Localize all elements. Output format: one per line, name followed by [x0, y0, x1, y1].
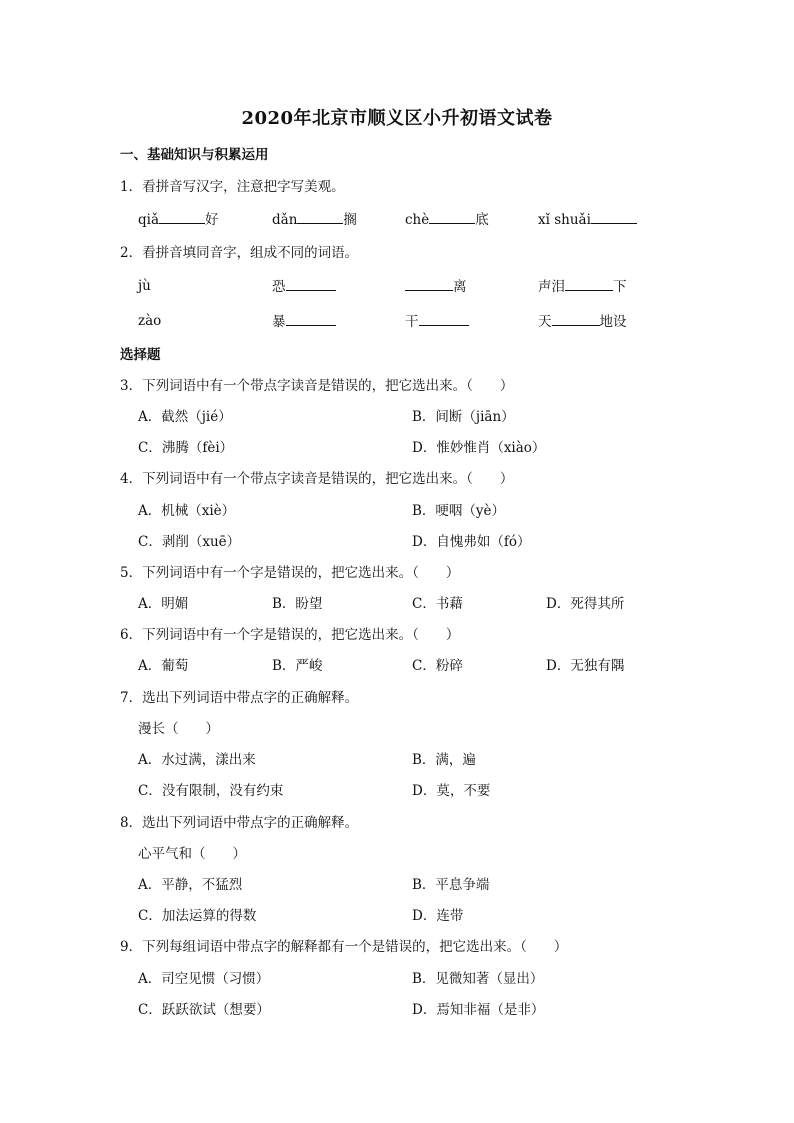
q2-char: 离: [453, 279, 467, 295]
q6-option-c[interactable]: C．粉碎: [412, 658, 463, 674]
q2-row1-item-2: [405, 277, 467, 296]
q6-option-a[interactable]: A．葡萄: [138, 658, 189, 674]
q6-option-b[interactable]: B．严峻: [272, 658, 323, 674]
q5-option-a[interactable]: A．明媚: [138, 596, 189, 612]
q9-option-b[interactable]: B．见微知著（显出）: [412, 971, 544, 987]
question-7-stem: 7．选出下列词语中带点字的正确解释。: [120, 690, 359, 706]
q2-row2-item-1: [272, 312, 336, 331]
section-heading-basics: 一、基础知识与积累运用: [120, 147, 269, 163]
q5-option-b[interactable]: B．盼望: [272, 596, 323, 612]
q2-char: 声泪: [538, 279, 565, 295]
answer-blank[interactable]: [405, 277, 453, 291]
q2-char: 暴: [272, 314, 286, 330]
answer-blank[interactable]: [159, 210, 205, 224]
q1-pinyin-4: xǐ shuǎi: [538, 212, 591, 228]
q1-item-4: [538, 210, 637, 229]
q2-char: 恐: [272, 279, 286, 295]
q2-pinyin-zao: zào: [138, 313, 162, 329]
q1-item-3: [405, 210, 489, 229]
question-5-stem: 5．下列词语中有一个字是错误的，把它选出来。（ ）: [120, 565, 460, 581]
section-heading-choice: 选择题: [120, 347, 161, 363]
answer-blank[interactable]: [591, 210, 637, 224]
q5-option-c[interactable]: C．书藉: [412, 596, 463, 612]
answer-blank[interactable]: [297, 210, 343, 224]
q1-char-1: 好: [205, 212, 219, 228]
q8-option-a[interactable]: A．平静，不猛烈: [138, 877, 243, 893]
question-1-stem: 1．看拼音写汉字，注意把字写美观。: [120, 179, 345, 195]
q8-option-c[interactable]: C．加法运算的得数: [138, 908, 257, 924]
question-6-stem: 6．下列词语中有一个字是错误的，把它选出来。（ ）: [120, 627, 460, 643]
answer-blank[interactable]: [565, 277, 613, 291]
q2-row1-item-1: [272, 277, 336, 296]
question-2-stem: 2．看拼音填同音字，组成不同的词语。: [120, 245, 359, 261]
q9-option-d[interactable]: D．焉知非福（是非）: [412, 1002, 545, 1018]
question-3-stem: 3．下列词语中有一个带点字读音是错误的，把它选出来。（ ）: [120, 378, 514, 394]
q8-word: 心平气和（ ）: [138, 846, 246, 862]
q3-option-a[interactable]: A．截然（jié）: [138, 409, 232, 425]
page-title: 2020年北京市顺义区小升初语文试卷: [241, 108, 553, 129]
q9-option-c[interactable]: C．跃跃欲试（想要）: [138, 1002, 270, 1018]
q2-char: 下: [613, 279, 627, 295]
q1-item-2: [272, 210, 357, 229]
question-4-stem: 4．下列词语中有一个带点字读音是错误的，把它选出来。（ ）: [120, 471, 514, 487]
answer-blank[interactable]: [419, 312, 469, 326]
q7-word: 漫长（ ）: [138, 721, 219, 737]
q6-option-d[interactable]: D．无独有隅: [546, 658, 625, 674]
q3-option-c[interactable]: C．沸腾（fèi）: [138, 440, 234, 456]
q1-pinyin-1: qiǎ: [138, 212, 160, 228]
q2-char: 天: [538, 314, 552, 330]
q2-pinyin-ju: jù: [138, 278, 151, 294]
q2-row2-item-2: [405, 312, 469, 331]
q4-option-b[interactable]: B．哽咽（yè）: [412, 503, 506, 519]
q7-option-d[interactable]: D．莫，不要: [412, 783, 491, 799]
q4-option-a[interactable]: A．机械（xiè）: [138, 503, 236, 519]
question-9-stem: 9．下列每组词语中带点字的解释都有一个是错误的，把它选出来。（ ）: [120, 939, 568, 955]
q2-row2-item-3: [538, 312, 627, 331]
q4-option-d[interactable]: D．自愧弗如（fó）: [412, 534, 531, 550]
q7-option-b[interactable]: B．满，遍: [412, 752, 476, 768]
q4-option-c[interactable]: C．剥削（xuē）: [138, 534, 241, 550]
q2-char: 地设: [599, 314, 627, 330]
q8-option-d[interactable]: D．连带: [412, 908, 464, 924]
answer-blank[interactable]: [429, 210, 475, 224]
q9-option-a[interactable]: A．司空见惯（习惯）: [138, 971, 270, 987]
q1-char-3: 底: [475, 212, 489, 228]
q7-option-a[interactable]: A．水过满，漾出来: [138, 752, 256, 768]
q1-item-1: [138, 210, 219, 229]
q1-pinyin-2: dǎn: [272, 212, 298, 228]
q8-option-b[interactable]: B．平息争端: [412, 877, 490, 893]
answer-blank[interactable]: [286, 277, 336, 291]
answer-blank[interactable]: [552, 312, 600, 326]
question-8-stem: 8．选出下列词语中带点字的正确解释。: [120, 815, 359, 831]
q1-char-2: 搁: [343, 212, 357, 228]
q2-char: 干: [405, 314, 419, 330]
q5-option-d[interactable]: D．死得其所: [546, 596, 625, 612]
q1-pinyin-3: chè: [405, 212, 430, 228]
q3-option-d[interactable]: D．惟妙惟肖（xiào）: [412, 440, 546, 456]
q3-option-b[interactable]: B．间断（jiān）: [412, 409, 515, 425]
answer-blank[interactable]: [286, 312, 336, 326]
q2-row1-item-3: [538, 277, 627, 296]
q7-option-c[interactable]: C．没有限制，没有约束: [138, 783, 284, 799]
